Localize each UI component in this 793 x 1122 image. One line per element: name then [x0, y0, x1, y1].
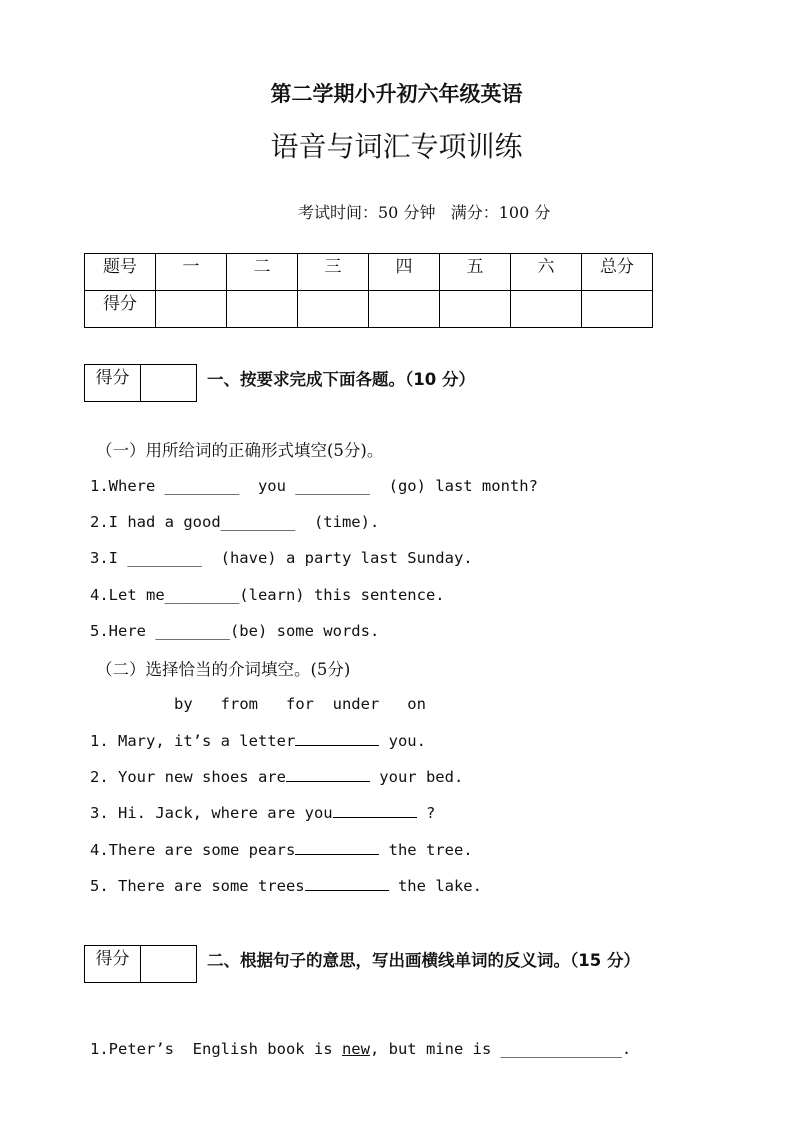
score-cell: 二 [227, 254, 298, 291]
question-text: 4.There are some pears [90, 841, 296, 859]
question-text: ? [416, 804, 436, 822]
exam-meta: 考试时间：50 分钟 满分：100 分 [298, 203, 551, 222]
question-item: 2.I had a good________ (time). [90, 513, 380, 531]
answer-blank[interactable] [295, 731, 379, 746]
answer-blank[interactable] [286, 767, 370, 782]
score-input-cell[interactable] [582, 291, 653, 328]
score-box-input[interactable] [141, 365, 196, 401]
question-item [90, 803, 435, 822]
score-cell: 得分 [85, 291, 156, 328]
section2-score-box [84, 945, 197, 983]
question-item [90, 876, 482, 895]
exam-title: 语音与词汇专项训练 [270, 130, 523, 163]
score-input-cell[interactable] [369, 291, 440, 328]
score-cell: 一 [156, 254, 227, 291]
question-item: 3.I ________ (have) a party last Sunday. [90, 549, 473, 567]
exam-subtitle: 第二学期小升初六年级英语 [270, 82, 523, 106]
score-cell: 总分 [582, 254, 653, 291]
question-item: 5.Here ________(be) some words. [90, 622, 380, 640]
section1-heading: 一、按要求完成下面各题。（10 分） [207, 370, 475, 389]
part2-heading: （二）选择恰当的介词填空。(5分) [96, 660, 351, 679]
question-text: 3. Hi. Jack, where are you [90, 804, 333, 822]
score-table [84, 253, 653, 328]
score-input-cell[interactable] [511, 291, 582, 328]
part1-heading: （一）用所给词的正确形式填空(5分)。 [96, 441, 384, 460]
question-item: 1.Where ________ you ________ (go) last month? [90, 477, 538, 495]
score-box-label: 得分 [85, 946, 141, 982]
question-text: the lake. [388, 877, 482, 895]
question-text: 5. There are some trees [90, 877, 305, 895]
section1-score-box [84, 364, 197, 402]
question-item [90, 1040, 631, 1058]
word-bank: by from for under on [174, 695, 426, 713]
score-cell: 六 [511, 254, 582, 291]
score-table-header-row [85, 254, 653, 291]
answer-blank[interactable] [295, 840, 379, 855]
score-box-input[interactable] [141, 946, 196, 982]
section2-heading: 二、根据句子的意思，写出画横线单词的反义词。（15 分） [207, 951, 640, 970]
score-table-score-row [85, 291, 653, 328]
question-text: 1.Peter’s English book is [90, 1040, 342, 1058]
score-cell: 题号 [85, 254, 156, 291]
score-cell: 三 [298, 254, 369, 291]
answer-blank[interactable] [305, 876, 389, 891]
score-cell: 五 [440, 254, 511, 291]
underlined-word: new [341, 1040, 370, 1058]
question-text: your bed. [369, 768, 464, 786]
question-item [90, 767, 463, 786]
score-input-cell[interactable] [227, 291, 298, 328]
score-input-cell[interactable] [298, 291, 369, 328]
score-cell: 四 [369, 254, 440, 291]
question-text: , but mine is _____________. [369, 1040, 632, 1058]
score-input-cell[interactable] [156, 291, 227, 328]
question-text: you. [379, 732, 426, 750]
question-text: the tree. [379, 841, 473, 859]
score-input-cell[interactable] [440, 291, 511, 328]
question-item [90, 840, 473, 859]
question-item [90, 731, 426, 750]
answer-blank[interactable] [333, 803, 417, 818]
question-item: 4.Let me________(learn) this sentence. [90, 586, 445, 604]
question-text: 1. Mary, it’s a letter [90, 732, 296, 750]
question-text: 2. Your new shoes are [90, 768, 286, 786]
score-box-label: 得分 [85, 365, 141, 401]
